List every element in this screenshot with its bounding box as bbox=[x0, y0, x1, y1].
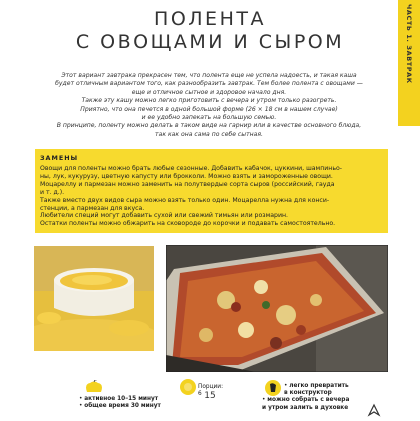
intro-line: так как она сама по себе сытная. bbox=[155, 130, 263, 138]
chapter-label: ЧАСТЬ 1. ЗАВТРАК bbox=[405, 4, 413, 84]
substitution-line: Овощи для поленты можно брать любые сезонные. Добавить кабачок, цуккини, шампиньо- bbox=[40, 165, 342, 172]
substitution-line: ны, лук, кукурузу, цветную капусту или брокколи. Можно взять и замороженные овощи. bbox=[40, 172, 333, 180]
tip-line-2: в конструктор bbox=[284, 390, 332, 397]
substitution-line: Также вместо двух видов сыра можно взять только один. Моцарелла нужна для конси- bbox=[40, 196, 330, 204]
substitutions-text bbox=[40, 165, 385, 228]
tip-line-4: и утром залить в духовке bbox=[262, 404, 349, 411]
page-number: 15 bbox=[204, 391, 216, 401]
intro-text bbox=[44, 72, 374, 139]
intro-line: В принципе, поленту можно делать в таком виде на гарнир или в качестве основного блюда, bbox=[56, 122, 362, 130]
cornmeal-bowl-photo bbox=[34, 246, 154, 351]
time-icon bbox=[84, 380, 104, 395]
substitution-line: и т. д.). bbox=[40, 188, 65, 196]
intro-line: Приятно, что она печется в одной большой форме (26 × 18 см в нашем случае) bbox=[80, 105, 338, 113]
substitution-line: Любители специй могут добавить сухой или свежий тимьян или розмарин. bbox=[40, 212, 288, 220]
title-line-1: ПОЛЕНТА bbox=[154, 8, 266, 30]
servings-value: 6 bbox=[198, 391, 202, 398]
tip-line-1: легко превратить bbox=[289, 383, 349, 389]
intro-line: будет отличным вариантом того, как разнообразить завтрак. Тем более полента с овощами — bbox=[55, 80, 363, 88]
time-total: общее время 30 минут bbox=[84, 403, 161, 410]
intro-line: Также эту кашу можно легко приготовить с вечера и утром только разогреть. bbox=[81, 97, 337, 105]
substitutions-box bbox=[35, 149, 388, 233]
time-active: активное 10–15 минут bbox=[84, 396, 159, 402]
bookmark-icon bbox=[367, 402, 381, 416]
substitution-line: стенции, а пармезан для вкуса. bbox=[40, 204, 145, 212]
baked-polenta-photo bbox=[166, 245, 388, 372]
intro-line: Этот вариант завтрака прекрасен тем, что полента еще не успела надоесть, и такая каша bbox=[61, 72, 357, 79]
tips-info: • легко превратить в конструктор • можно собрать с вечера и утром залить в духовке bbox=[262, 383, 350, 411]
intro-line: еще и отличное сытное и здоровое начало дня. bbox=[131, 88, 287, 96]
intro-line: и ее удобно запекать на большую семью. bbox=[141, 114, 277, 122]
tip-line-3: можно собрать с вечера bbox=[267, 397, 350, 404]
recipe-title bbox=[0, 8, 420, 54]
substitutions-title: ЗАМЕНЫ bbox=[40, 154, 79, 162]
time-info: • активное 10–15 минут • общее время 30 минут bbox=[79, 396, 161, 410]
servings-icon bbox=[178, 377, 198, 397]
title-line-2: С ОВОЩАМИ И СЫРОМ bbox=[75, 31, 345, 53]
substitution-line: Моцареллу и пармезан можно заменить на полутвердые сорта сыров (российский, гауда bbox=[40, 180, 335, 188]
substitution-line: Остатки поленты можно обжарить на сковороде до корочки и подавать самостоятельно. bbox=[40, 220, 336, 228]
servings-label: Порции: bbox=[198, 384, 224, 390]
